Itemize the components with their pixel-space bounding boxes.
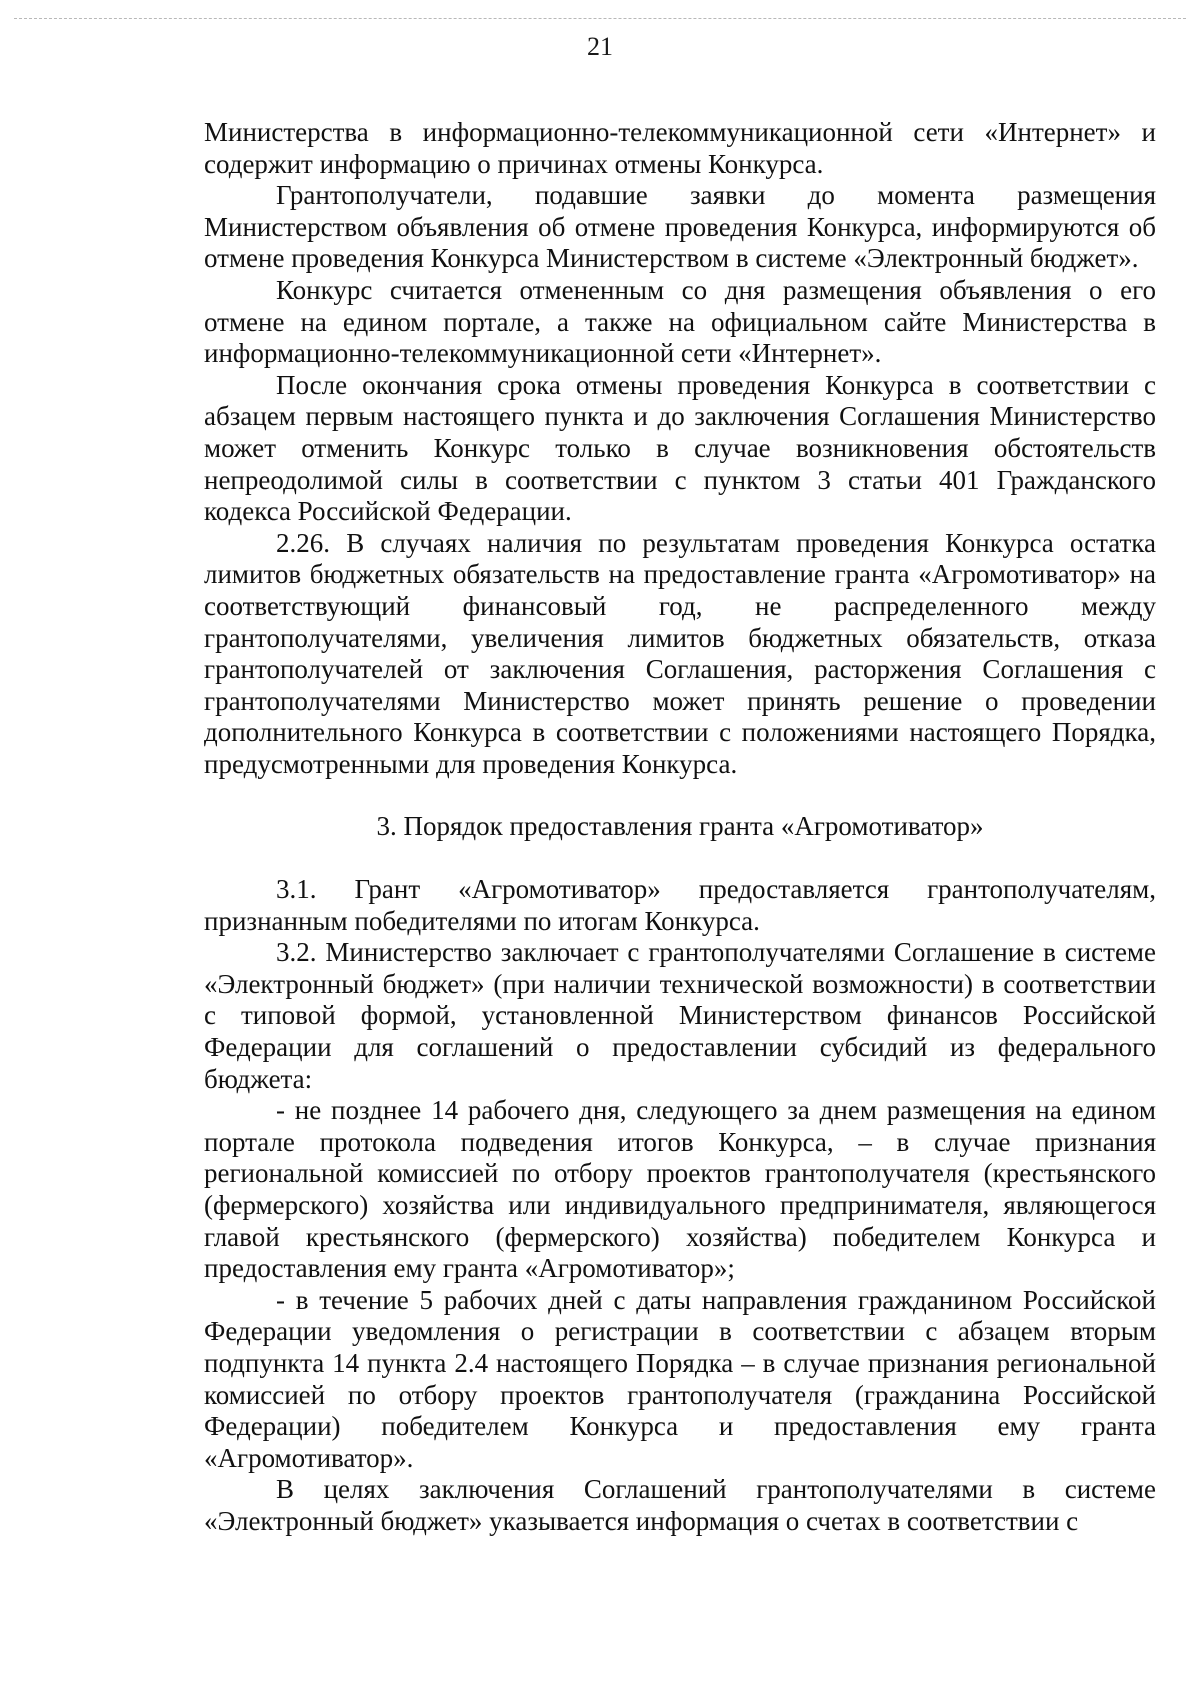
paragraph-3-1: 3.1. Грант «Агромотиватор» предоставляется грантополучателям, признанным победителями по итогам Конкурса. bbox=[204, 874, 1156, 936]
page-number: 21 bbox=[587, 32, 613, 61]
section-heading: 3. Порядок предоставления гранта «Агромотиватор» bbox=[376, 811, 984, 842]
list-item: - не позднее 14 рабочего дня, следующего за днем размещения на едином портале протокола подведения итогов Конкурса, – в случае признания региональной комиссией по отбору проектов грантополучателя (крестьянского (фермерского) хозяйства или индивидуального предпринимателя, являющегося главой крестьянского (фермерского) хозяйства) победителем Конкурса и предоставления ему гранта «Агромотиватор»; bbox=[204, 1095, 1156, 1284]
paragraph-3-2: 3.2. Министерство заключает с грантополучателями Соглашение в системе «Электронный бюджет» (при наличии технической возможности) в соответствии с типовой формой, установленной Министерством финансов Российской Федерации для соглашений о предоставлении субсидий из федерального бюджета: bbox=[204, 937, 1156, 1094]
paragraph: После окончания срока отмены проведения Конкурса в соответствии с абзацем первым настоящего пункта и до заключения Соглашения Министерство может отменить Конкурс только в случае возникновения обстоятельств непреодолимой силы в соответствии с пунктом 3 статьи 401 Гражданского кодекса Российской Федерации. bbox=[204, 369, 1156, 527]
list-item: - в течение 5 рабочих дней с даты направления гражданином Российской Федерации уведомления о регистрации в соответствии с абзацем вторым подпункта 14 пункта 2.4 настоящего Порядка – в случае признания региональной комиссией по отбору проектов грантополучателя (гражданина Российской Федерации) победителем Конкурса и предоставления ему гранта «Агромотиватор». bbox=[204, 1284, 1156, 1473]
paragraph: Конкурс считается отмененным со дня размещения объявления о его отмене на едином портале, а также на официальном сайте Министерства в информационно-телекоммуникационной сети «Интернет». bbox=[204, 274, 1156, 369]
paragraph-continuation: Министерства в информационно-телекоммуникационной сети «Интернет» и содержит информацию о причинах отмены Конкурса. bbox=[204, 117, 1156, 179]
scan-edge-line bbox=[14, 18, 1186, 19]
paragraph: Грантополучатели, подавшие заявки до момента размещения Министерством объявления об отмене проведения Конкурса, информируются об отмене проведения Конкурса Министерством в системе «Электронный бюджет». bbox=[204, 180, 1156, 274]
paragraph: В целях заключения Соглашений грантополучателями в системе «Электронный бюджет» указывается информация о счетах в соответствии с bbox=[204, 1474, 1156, 1536]
document-body bbox=[204, 117, 1156, 1538]
paragraph-2-26: 2.26. В случаях наличия по результатам проведения Конкурса остатка лимитов бюджетных обязательств на предоставление гранта «Агромотиватор» на соответствующий финансовый год, не распределенного между грантополучателями, увеличения лимитов бюджетных обязательств, отказа грантополучателей от заключения Соглашения, расторжения Соглашения с грантополучателями Министерство может принять решение о проведении дополнительного Конкурса в соответствии с положениями настоящего Порядка, предусмотренными для проведения Конкурса. bbox=[204, 527, 1156, 779]
